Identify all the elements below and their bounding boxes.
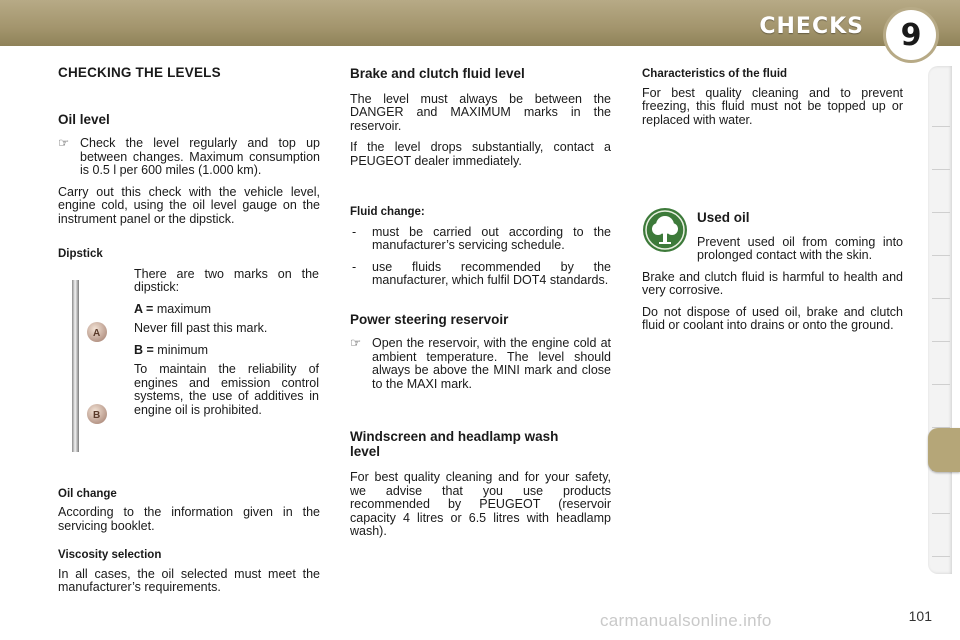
dipstick-intro: There are two marks on the dipstick:: [134, 266, 319, 294]
oil-level-bullet-text: Check the level regularly and top up between changes. Maximum consumption is 0.5 l per 600 miles (1.000 km).: [80, 136, 320, 177]
mark-b-label: B =: [134, 342, 154, 357]
mark-a-text: maximum: [156, 301, 211, 316]
heading-fluid-characteristics: Characteristics of the fluid: [642, 68, 788, 80]
brake-paragraph-2: If the level drops substantially, contact a PEUGEOT dealer immediately.: [350, 140, 611, 168]
heading-viscosity: Viscosity selection: [58, 549, 162, 561]
viscosity-text: In all cases, the oil selected must meet the manufacturer’s requirements.: [58, 566, 320, 594]
used-oil-paragraph-1-start: Prevent used oil from coming into prolonged contact with the skin.: [697, 234, 903, 262]
chapter-tabs: [928, 66, 952, 574]
mark-b-text: minimum: [157, 342, 208, 357]
page-number: 101: [908, 608, 932, 624]
pointing-hand-icon: ☞: [58, 136, 70, 150]
heading-fluid-change: Fluid change:: [350, 206, 425, 218]
tab-divider: [932, 169, 950, 170]
tab-divider: [932, 212, 950, 213]
heading-washer-level: Windscreen and headlamp wash level: [350, 429, 559, 459]
active-chapter-tab[interactable]: [928, 428, 960, 472]
oil-level-bullet: [58, 137, 320, 178]
tab-divider: [932, 255, 950, 256]
dipstick-rod: [72, 280, 79, 452]
environment-tree-icon: [642, 207, 688, 253]
dipstick-mark-a-label: A: [93, 327, 101, 339]
dipstick-mark-b-label: B: [93, 409, 101, 421]
tab-divider: [932, 126, 950, 127]
fluid-change-item-1-text: must be carried out according to the manufacturer’s servicing schedule.: [372, 224, 611, 252]
power-steering-bullet: [350, 337, 611, 391]
fluid-change-item-2: [350, 261, 611, 288]
column-middle: [350, 60, 611, 547]
column-right: [642, 60, 903, 341]
used-oil-block: [642, 205, 903, 263]
mark-a-label: A =: [134, 301, 154, 316]
dash-marker: -: [352, 224, 357, 239]
brake-paragraph-1: The level must always be between the DANGER and MAXIMUM marks in the reservoir.: [350, 91, 611, 133]
heading-power-steering: Power steering reservoir: [350, 311, 509, 327]
heading-used-oil: Used oil: [697, 210, 750, 225]
tab-divider: [932, 384, 950, 385]
dipstick-text: [134, 268, 319, 426]
column-left: [58, 60, 320, 603]
heading-dipstick: Dipstick: [58, 248, 103, 260]
never-fill-note: Never fill past this mark.: [134, 321, 268, 335]
tab-divider: [932, 341, 950, 342]
tab-divider: [932, 556, 950, 557]
mark-a-line: [134, 303, 319, 317]
fluid-change-item-1: [350, 226, 611, 253]
power-steering-text: Open the reservoir, with the engine cold at ambient temperature. The level should always be above the MINI mark and close to the MAXI mark.: [372, 336, 611, 391]
dash-marker: -: [352, 259, 357, 274]
oil-change-text: According to the information given in the servicing booklet.: [58, 505, 320, 533]
dipstick-illustration: [64, 280, 122, 456]
reliability-note: To maintain the reliability of engines and emission control systems, the use of additives in engine oil is prohibited.: [134, 362, 319, 417]
used-oil-paragraph-3: Do not dispose of used oil, brake and clutch fluid or coolant into drains or onto the ground.: [642, 304, 903, 332]
fluid-change-item-2-text: use fluids recommended by the manufacturer, which fulfil DOT4 standards.: [372, 259, 611, 287]
section-heading-checking-levels: CHECKING THE LEVELS: [58, 65, 221, 80]
chapter-number-badge: 9: [886, 10, 936, 60]
fluid-characteristics-text: For best quality cleaning and to prevent freezing, this fluid must not be topped up or replaced with water.: [642, 85, 903, 127]
heading-brake-clutch: Brake and clutch fluid level: [350, 66, 525, 81]
tab-divider: [932, 513, 950, 514]
oil-level-paragraph: Carry out this check with the vehicle level, engine cold, using the oil level gauge on the instrument panel or the dipstick.: [58, 184, 320, 226]
watermark-text: carmanualsonline.info: [600, 611, 772, 630]
mark-b-line: [134, 344, 319, 358]
chapter-title: CHECKS: [759, 14, 864, 39]
dipstick-block: [58, 268, 320, 456]
pointing-hand-icon: ☞: [350, 336, 362, 350]
heading-oil-level: Oil level: [58, 111, 110, 127]
used-oil-paragraph-2: Brake and clutch fluid is harmful to health and very corrosive.: [642, 269, 903, 297]
washer-text: For best quality cleaning and for your safety, we advise that you use products recommended by PEUGEOT (reservoir capacity 4 litres or 6.5 litres with headlamp wash).: [350, 470, 611, 538]
heading-oil-change: Oil change: [58, 487, 117, 500]
tab-divider: [932, 298, 950, 299]
